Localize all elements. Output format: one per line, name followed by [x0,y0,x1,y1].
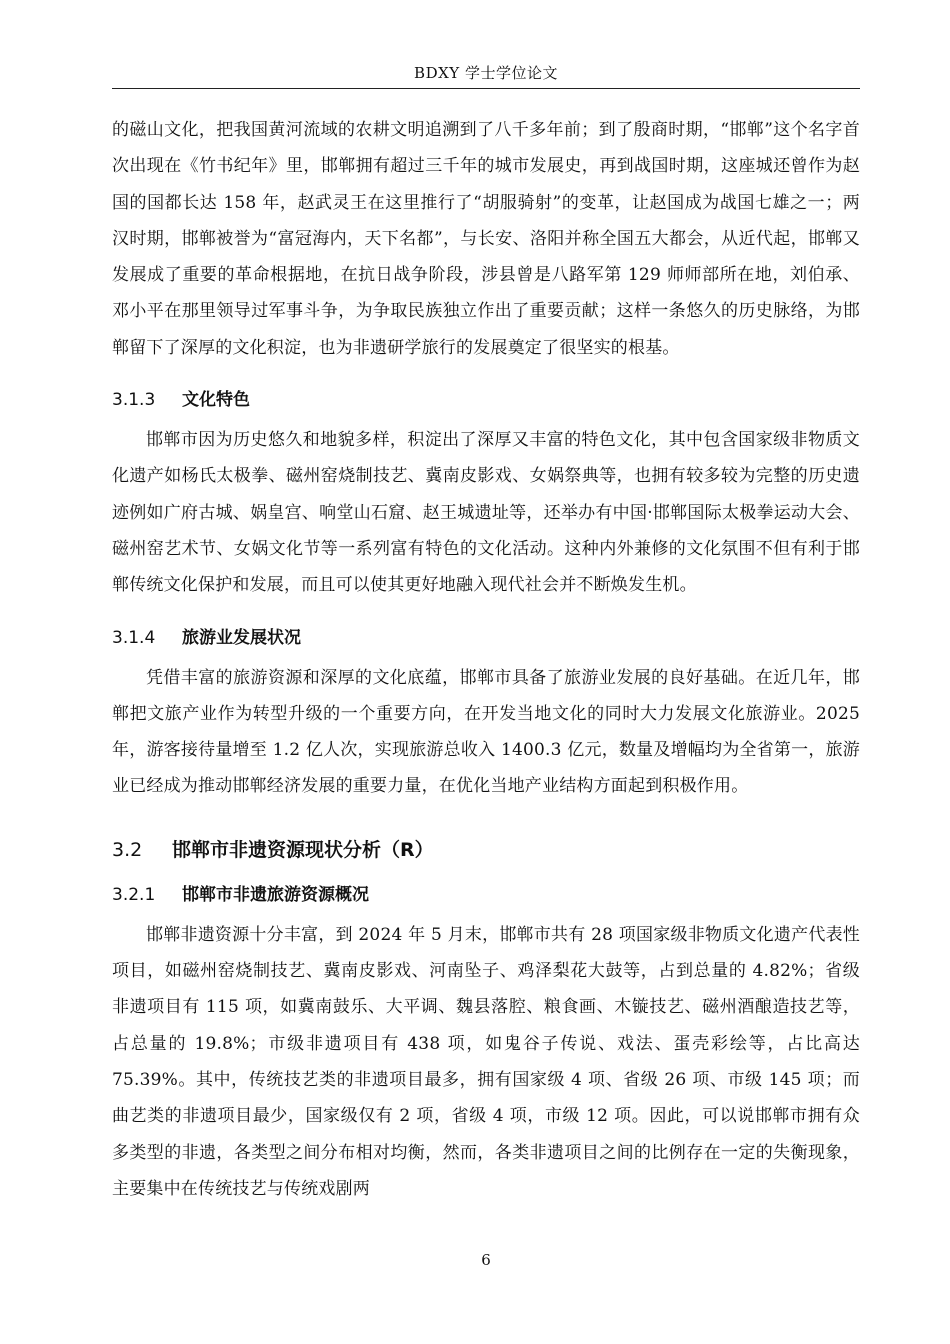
heading-3-2 [112,837,860,863]
culture-paragraph: 邯郸市因为历史悠久和地貌多样，积淀出了深厚又丰富的特色文化，其中包含国家级非物质文化遗产如杨氏太极拳、磁州窑烧制技艺、冀南皮影戏、女娲祭典等，也拥有较多较为完整的历史遗迹例如广府古城、娲皇宫、响堂山石窟、赵王城遗址等，还举办有中国·邯郸国际太极拳运动大会、磁州窑艺术节、女娲文化节等一系列富有特色的文化活动。这种内外兼修的文化氛围不但有利于邯郸传统文化保护和发展，而且可以使其更好地融入现代社会并不断焕发生机。 [112,430,860,596]
heading-3-1-4 [112,626,860,650]
heading-title: 文化特色 [182,390,250,411]
page-number: 6 [481,1251,491,1269]
heading-3-1-3 [112,388,860,412]
heading-number: 3.1.4 [112,627,156,648]
header-rule [112,88,860,89]
intro-paragraph: 的磁山文化，把我国黄河流域的农耕文明追溯到了八千多年前；到了殷商时期，“邯郸”这个名字首次出现在《竹书纪年》里，邯郸拥有超过三千年的城市发展史，再到战国时期，这座城还曾作为赵国的国都长达 158 年，赵武灵王在这里推行了“胡服骑射”的变革，让赵国成为战国七雄之一；两汉时期，邯郸被誉为“富冠海内，天下名都”，与长安、洛阳并称全国五大都会，从近代起，邯郸又发展成了重要的革命根据地，在抗日战争阶段，涉县曾是八路军第 129 师师部所在地，刘伯承、邓小平在那里领导过军事斗争，为争取民族独立作出了重要贡献；这样一条悠久的历史脉络，为邯郸留下了深厚的文化积淀，也为非遗研学旅行的发展奠定了很坚实的根基。 [112,120,860,358]
heritage-overview-paragraph: 邯郸非遗资源十分丰富，到 2024 年 5 月末，邯郸市共有 28 项国家级非物质文化遗产代表性项目，如磁州窑烧制技艺、冀南皮影戏、河南坠子、鸡泽梨花大鼓等，占到总量的 4.82%；省级非遗项目有 115 项，如冀南鼓乐、大平调、魏县落腔、粮食画、木镟技艺、磁州酒酿造技艺等，占总量的 19.8%；市级非遗项目有 438 项，如鬼谷子传说、戏法、蛋壳彩绘等，占比高达 75.39%。其中，传统技艺类的非遗项目最多，拥有国家级 4 项、省级 26 项、市级 145 项；而曲艺类的非遗项目最少，国家级仅有 2 项，省级 4 项，市级 12 项。因此，可以说邯郸市拥有众多类型的非遗，各类型之间分布相对均衡，然而，各类非遗项目之间的比例存在一定的失衡现象，主要集中在传统技艺与传统戏剧两 [112,924,860,1199]
tourism-paragraph: 凭借丰富的旅游资源和深厚的文化底蕴，邯郸市具备了旅游业发展的良好基础。在近几年，邯郸把文旅产业作为转型升级的一个重要方向，在开发当地文化的同时大力发展文化旅游业。2025 年，游客接待量增至 1.2 亿人次，实现旅游总收入 1400.3 亿元，数量及增幅均为全省第一，旅游业已经成为推动邯郸经济发展的重要力量，在优化当地产业结构方面起到积极作用。 [112,667,860,797]
body-content [112,112,860,1207]
heading-title: 邯郸市非遗旅游资源概况 [182,884,369,905]
heading-title: 旅游业发展状况 [182,627,301,648]
heading-title: 邯郸市非遗资源现状分析（R） [172,838,434,861]
heading-number: 3.2.1 [112,884,156,905]
heading-3-2-1 [112,883,860,907]
heading-number: 3.2 [112,838,143,861]
heading-number: 3.1.3 [112,390,156,411]
running-header: BDXY 学士学位论文 [414,64,558,82]
